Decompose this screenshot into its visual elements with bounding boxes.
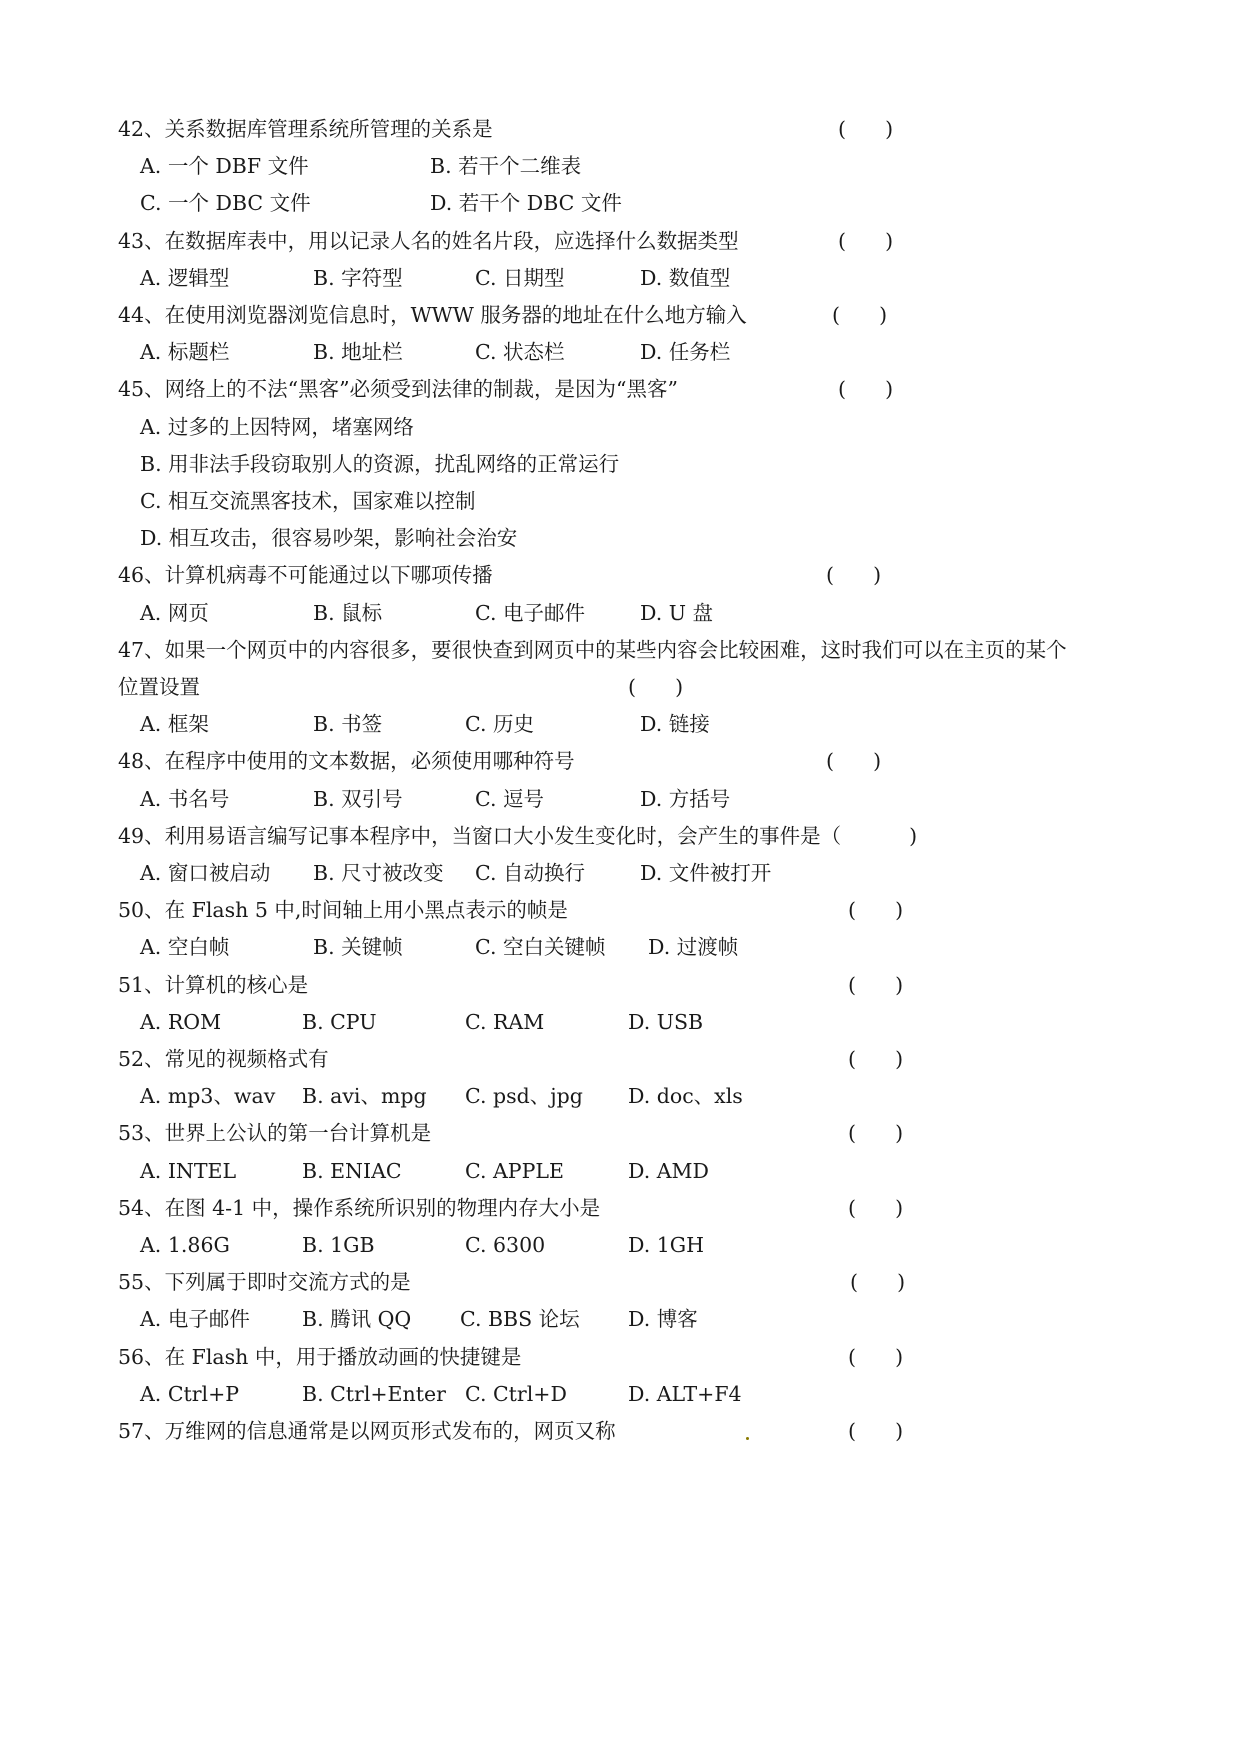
option-c: C. psd、jpg [465,1084,583,1108]
answer-parentheses: ( ) [850,1270,906,1294]
option-c: C. 逗号 [475,787,544,811]
option-a: A. 书名号 [140,787,230,811]
option-a: A. 过多的上因特网，堵塞网络 [140,415,414,439]
option-c: C. 状态栏 [475,340,565,364]
option-d: D. 文件被打开 [640,861,772,885]
answer-parentheses: ( ) [848,1196,904,1220]
answer-parentheses: ( ) [838,377,894,401]
option-d: D. AMD [628,1159,709,1183]
answer-parentheses: ( ) [848,1047,904,1071]
option-d: D. 相互攻击，很容易吵架，影响社会治安 [140,526,518,550]
option-c: C. BBS 论坛 [460,1307,580,1331]
option-b: B. 关键帧 [313,935,403,959]
option-a: A. 网页 [140,601,209,625]
question-text: 50、在 Flash 5 中,时间轴上用小黑点表示的帧是 [118,898,568,922]
option-d: D. USB [628,1010,704,1034]
answer-parentheses: ( ) [826,749,882,773]
question-text: 51、计算机的核心是 [118,973,309,997]
question-text: 53、世界上公认的第一台计算机是 [118,1121,432,1145]
option-b: B. 腾讯 QQ [302,1307,412,1331]
option-a: A. 一个 DBF 文件 [140,154,309,178]
option-b: B. 双引号 [313,787,403,811]
question-text: 43、在数据库表中，用以记录人名的姓名片段，应选择什么数据类型 [118,229,739,253]
option-b: B. 1GB [302,1233,375,1257]
question-text: 47、如果一个网页中的内容很多，要很快查到网页中的某些内容会比较困难，这时我们可以在主页的某个 [118,638,1067,662]
option-b: B. CPU [302,1010,377,1034]
option-c: C. 电子邮件 [475,601,585,625]
question-text: 55、下列属于即时交流方式的是 [118,1270,411,1294]
option-c: C. 空白关键帧 [475,935,606,959]
answer-parentheses: ( ) [848,1419,904,1443]
option-c: C. 一个 DBC 文件 [140,191,311,215]
option-a: A. Ctrl+P [140,1382,240,1406]
question-text: 54、在图 4-1 中，操作系统所识别的物理内存大小是 [118,1196,601,1220]
option-a: A. 逻辑型 [140,266,230,290]
option-d: D. 若干个 DBC 文件 [430,191,622,215]
option-b: B. avi、mpg [302,1084,427,1108]
option-c: C. Ctrl+D [465,1382,567,1406]
option-b: B. ENIAC [302,1159,402,1183]
option-b: B. 若干个二维表 [430,154,582,178]
option-d: D. 任务栏 [640,340,731,364]
question-text: 56、在 Flash 中，用于播放动画的快捷键是 [118,1345,522,1369]
option-d: D. 链接 [640,712,710,736]
option-a: A. mp3、wav [140,1084,276,1108]
option-d: D. 数值型 [640,266,731,290]
answer-parentheses: ( ) [832,303,888,327]
option-b: B. 书签 [313,712,383,736]
option-c: C. RAM [465,1010,545,1034]
option-a: A. ROM [140,1010,222,1034]
question-text: 46、计算机病毒不可能通过以下哪项传播 [118,563,493,587]
option-d: D. 方括号 [640,787,731,811]
answer-parentheses: ( ) [848,1121,904,1145]
option-a: A. 标题栏 [140,340,230,364]
option-c: C. 历史 [465,712,534,736]
option-c: C. APPLE [465,1159,564,1183]
option-c: C. 自动换行 [475,861,585,885]
option-d: D. U 盘 [640,601,714,625]
answer-parentheses: ( ) [848,898,904,922]
option-b: B. 地址栏 [313,340,403,364]
answer-parentheses: ) [870,824,918,848]
question-text: 42、关系数据库管理系统所管理的关系是 [118,117,493,141]
question-text: 48、在程序中使用的文本数据，必须使用哪种符号 [118,749,575,773]
stray-dot [746,1437,749,1440]
answer-parentheses: ( ) [848,1345,904,1369]
option-c: C. 6300 [465,1233,546,1257]
option-a: A. 窗口被启动 [140,861,271,885]
answer-parentheses: ( ) [848,973,904,997]
answer-parentheses: ( ) [838,117,894,141]
question-text: 44、在使用浏览器浏览信息时，WWW 服务器的地址在什么地方输入 [118,303,747,327]
option-d: D. ALT+F4 [628,1382,742,1406]
option-c: C. 日期型 [475,266,565,290]
question-text: 52、常见的视频格式有 [118,1047,329,1071]
question-text: 45、网络上的不法“黑客”必须受到法律的制裁，是因为“黑客” [118,377,679,401]
option-d: D. 1GH [628,1233,705,1257]
option-b: B. 尺寸被改变 [313,861,444,885]
option-b: B. 用非法手段窃取别人的资源，扰乱网络的正常运行 [140,452,620,476]
question-text: 57、万维网的信息通常是以网页形式发布的，网页又称 [118,1419,616,1443]
option-a: A. 空白帧 [140,935,230,959]
option-d: D. 过渡帧 [648,935,739,959]
option-c: C. 相互交流黑客技术，国家难以控制 [140,489,476,513]
option-b: B. 鼠标 [313,601,383,625]
option-a: A. 框架 [140,712,209,736]
option-a: A. INTEL [140,1159,237,1183]
option-b: B. 字符型 [313,266,403,290]
option-a: A. 1.86G [140,1233,230,1257]
option-d: D. doc、xls [628,1084,743,1108]
question-text: 49、利用易语言编写记事本程序中，当窗口大小发生变化时，会产生的事件是（ [118,824,842,848]
option-d: D. 博客 [628,1307,698,1331]
question-text-continued: 位置设置 [118,675,200,699]
answer-parentheses: ( ) [838,229,894,253]
option-b: B. Ctrl+Enter [302,1382,446,1406]
answer-parentheses: ( ) [826,563,882,587]
option-a: A. 电子邮件 [140,1307,250,1331]
answer-parentheses: ( ) [628,675,684,699]
